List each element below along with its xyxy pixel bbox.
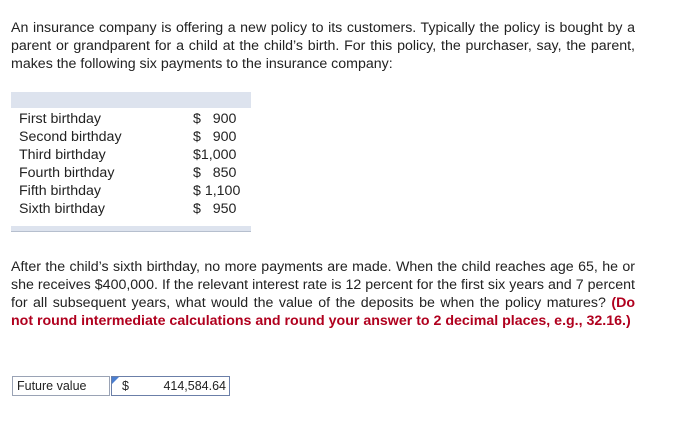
- payment-label: Fifth birthday: [19, 183, 102, 199]
- question-text: After the child’s sixth birthday, no more payments are made. When the child reaches age 65, he or she receives $400,000. If the relevant interest rate is 12 percent for the first six years and 7 percent for all subsequent years, what would the value of the deposits be when the policy matures?: [11, 259, 635, 311]
- payment-label: Sixth birthday: [19, 201, 105, 217]
- table-row: [11, 128, 251, 146]
- payment-value: $ 850: [193, 165, 237, 181]
- payment-label: Third birthday: [19, 147, 106, 163]
- payment-value: $ 950: [193, 201, 237, 217]
- payment-label: First birthday: [19, 111, 101, 127]
- payment-value: $1,000: [193, 147, 237, 163]
- input-flag-icon: [112, 377, 119, 384]
- payment-label: Second birthday: [19, 129, 122, 145]
- table-footer-band: [11, 226, 251, 232]
- payments-table: [11, 92, 251, 232]
- payment-value: $ 900: [193, 129, 237, 145]
- table-row: [11, 164, 251, 182]
- payment-label: Fourth birthday: [19, 165, 115, 181]
- table-row: [11, 200, 251, 218]
- currency-symbol: $: [122, 379, 129, 393]
- problem-question: [11, 258, 635, 330]
- table-header-band: [11, 92, 251, 108]
- table-row: [11, 182, 251, 200]
- payment-value: $ 1,100: [193, 183, 241, 199]
- future-value-amount: 414,584.64: [163, 379, 226, 393]
- future-value-input[interactable]: [111, 376, 230, 396]
- problem-intro: An insurance company is offering a new policy to its customers. Typically the policy is bought by a parent or grandparent for a child at the child’s birth. For this policy, the purchaser, say, the parent, makes the following six payments to the insurance company:: [11, 20, 635, 72]
- payment-value: $ 900: [193, 111, 237, 127]
- future-value-label: Future value: [12, 376, 110, 396]
- rounding-instruction: (Do not round intermediate calculations and round your answer to 2 decimal places, e.g., 32.16.): [11, 295, 635, 329]
- table-row: [11, 110, 251, 128]
- table-row: [11, 146, 251, 164]
